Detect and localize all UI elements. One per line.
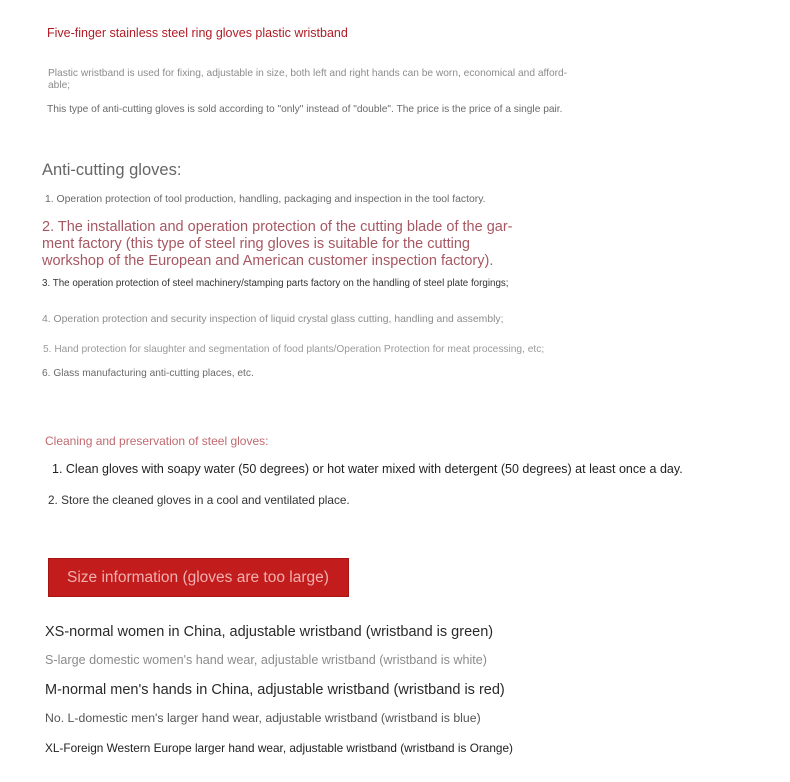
size-xl: XL-Foreign Western Europe larger hand wear, adjustable wristband (wristband is Orange) xyxy=(45,741,513,755)
size-information-label: Size information (gloves are too large) xyxy=(67,568,329,586)
size-s: S-large domestic women's hand wear, adjustable wristband (wristband is white) xyxy=(45,653,487,667)
product-title: Five-finger stainless steel ring gloves plastic wristband xyxy=(47,26,348,40)
sale-note: This type of anti-cutting gloves is sold according to "only" instead of "double". The price is the price of a single pair. xyxy=(47,104,563,115)
anti-cutting-item-4: 4. Operation protection and security inspection of liquid crystal glass cutting, handling and assembly; xyxy=(42,314,504,325)
anti-cutting-item-3: 3. The operation protection of steel machinery/stamping parts factory on the handling of steel plate forgings; xyxy=(42,278,509,289)
size-information-banner xyxy=(48,558,349,597)
size-m: M-normal men's hands in China, adjustable wristband (wristband is red) xyxy=(45,682,505,698)
cleaning-heading: Cleaning and preservation of steel gloves: xyxy=(45,434,269,448)
anti-cutting-item-1: 1. Operation protection of tool production, handling, packaging and inspection in the tool factory. xyxy=(45,194,486,205)
size-l: No. L-domestic men's larger hand wear, adjustable wristband (wristband is blue) xyxy=(45,711,481,725)
anti-cutting-item-2: 2. The installation and operation protection of the cutting blade of the gar- ment factory (this type of steel ring gloves is suitable for the cutting workshop of the European and American customer inspection factory). xyxy=(42,219,513,269)
anti-cutting-item-5: 5. Hand protection for slaughter and segmentation of food plants/Operation Protection for meat processing, etc; xyxy=(43,344,545,355)
product-description-line1: Plastic wristband is used for fixing, adjustable in size, both left and right hands can be worn, economical and afford- xyxy=(48,68,568,79)
anti-cutting-item-6: 6. Glass manufacturing anti-cutting places, etc. xyxy=(42,368,254,379)
cleaning-item-1: 1. Clean gloves with soapy water (50 degrees) or hot water mixed with detergent (50 degrees) at least once a day. xyxy=(52,462,683,476)
cleaning-item-2: 2. Store the cleaned gloves in a cool and ventilated place. xyxy=(48,493,350,507)
size-xs: XS-normal women in China, adjustable wristband (wristband is green) xyxy=(45,624,494,640)
product-description-line2: able; xyxy=(48,80,71,91)
anti-cutting-heading: Anti-cutting gloves: xyxy=(42,161,182,179)
